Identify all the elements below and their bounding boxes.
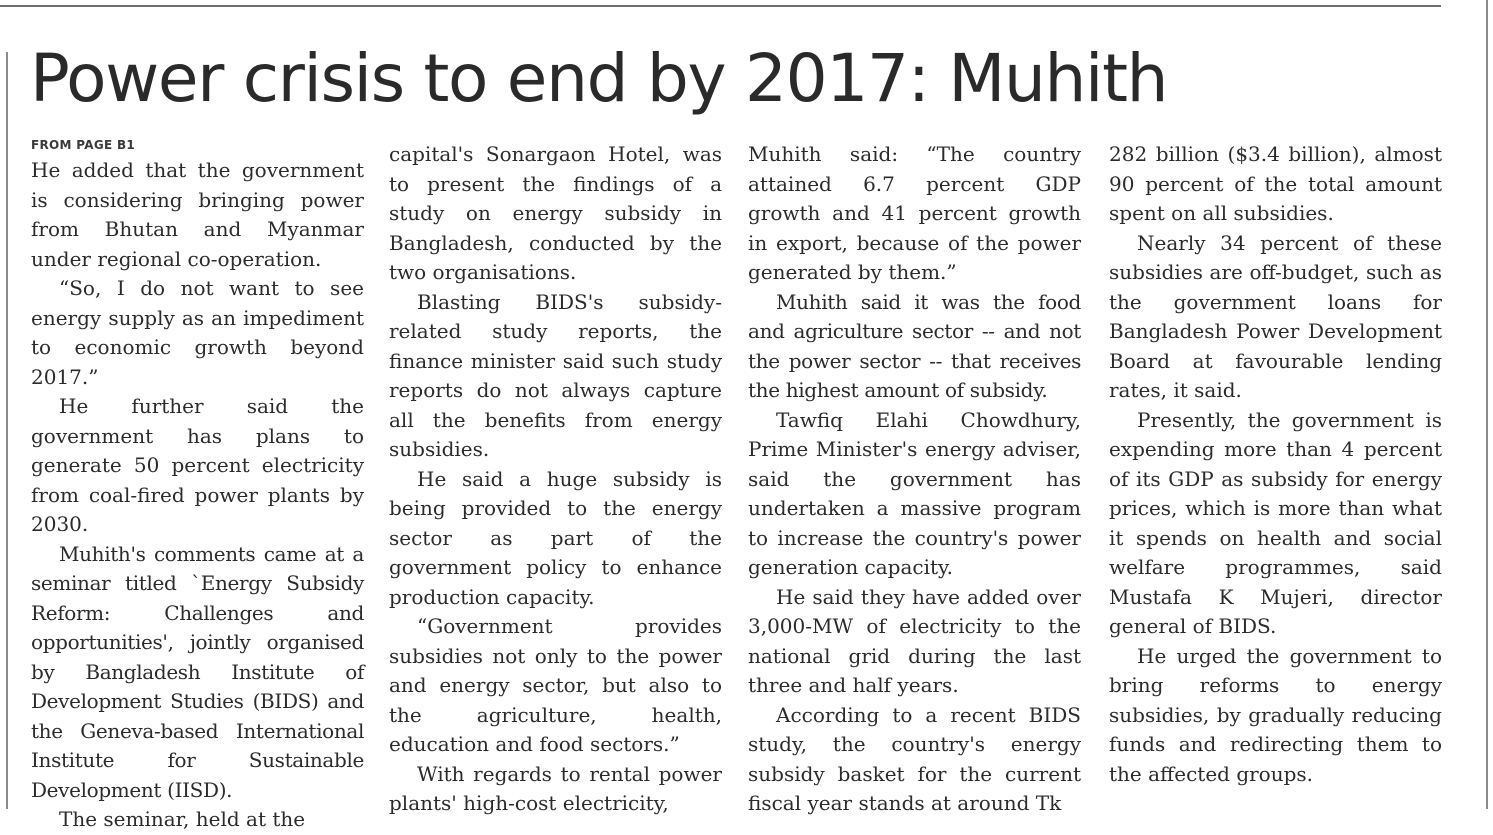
paragraph: He urged the government to bring reforms to energy subsidies, by gradually reducing funds and redirecting them to the affected groups. bbox=[1109, 643, 1442, 786]
article-column-1 bbox=[31, 134, 364, 831]
paragraph: He added that the government is considering bringing power from Bhutan and Myanmar under regional co-operation. bbox=[31, 158, 364, 271]
paragraph: Muhith said: “The country attained 6.7 percent GDP growth and 41 percent growth in export, because of the power generated by them.” bbox=[748, 142, 1081, 284]
paragraph: He said they have added over 3,000-MW of electricity to the national grid during the last three and half years. bbox=[748, 584, 1081, 697]
paragraph: Blasting BIDS's subsidy-related study reports, the finance minister said such study reports do not always capture all the benefits from energy subsidies. bbox=[389, 289, 722, 461]
paragraph: According to a recent BIDS study, the country's energy subsidy basket for the current fiscal year stands at around Tk bbox=[748, 702, 1081, 815]
paragraph: 282 billion ($3.4 billion), almost 90 percent of the total amount spent on all subsidies. bbox=[1109, 142, 1442, 225]
paragraph: Muhith said it was the food and agriculture sector -- and not the power sector -- that receives the highest amount of subsidy. bbox=[748, 289, 1081, 402]
paragraph: “Government provides subsidies not only to the power and energy sector, but also to the agriculture, health, education and food sectors.” bbox=[389, 614, 722, 756]
paragraph: Presently, the government is expending more than 4 percent of its GDP as subsidy for energy prices, which is more than what it spends on health and social welfare programmes, said Mustafa K Mujeri, director general of BIDS. bbox=[1109, 407, 1442, 638]
paragraph: Tawfiq Elahi Chowdhury, Prime Minister's energy adviser, said the government has undertaken a massive program to increase the country's power generation capacity. bbox=[748, 407, 1081, 579]
paragraph: The seminar, held at the bbox=[59, 807, 306, 831]
kicker-label: FROM PAGE B1 bbox=[31, 138, 136, 152]
right-column-rule bbox=[1486, 0, 1488, 809]
paragraph: Muhith's comments came at a seminar titled `Energy Subsidy Reform: Challenges and opportunities', jointly organised by Bangladesh Institute of Development Studies (BIDS) and the Geneva-based International Institute for Sustainable Development (IISD). bbox=[31, 541, 364, 802]
paragraph: He said a huge subsidy is being provided to the energy sector as part of the government policy to enhance production capacity. bbox=[389, 466, 722, 609]
article-column-4 bbox=[1109, 140, 1442, 811]
headline: Power crisis to end by 2017: Muhith bbox=[30, 40, 1168, 117]
paragraph: “So, I do not want to see energy supply as an impediment to economic growth beyond 2017.” bbox=[31, 276, 364, 389]
top-rule bbox=[0, 5, 1441, 7]
paragraph: Nearly 34 percent of these subsidies are off-budget, such as the government loans for Bangladesh Power Development Board at favourable lending rates, it said. bbox=[1109, 230, 1442, 402]
article-column-2 bbox=[389, 140, 722, 815]
paragraph: He further said the government has plans to generate 50 percent electricity from coal-fired power plants by 2030. bbox=[31, 394, 364, 536]
article-column-3 bbox=[748, 140, 1081, 815]
paragraph: capital's Sonargaon Hotel, was to present the findings of a study on energy subsidy in Bangladesh, conducted by the two organisations. bbox=[389, 142, 722, 284]
paragraph: With regards to rental power plants' high-cost electricity, bbox=[389, 761, 722, 815]
left-column-rule bbox=[6, 52, 8, 809]
